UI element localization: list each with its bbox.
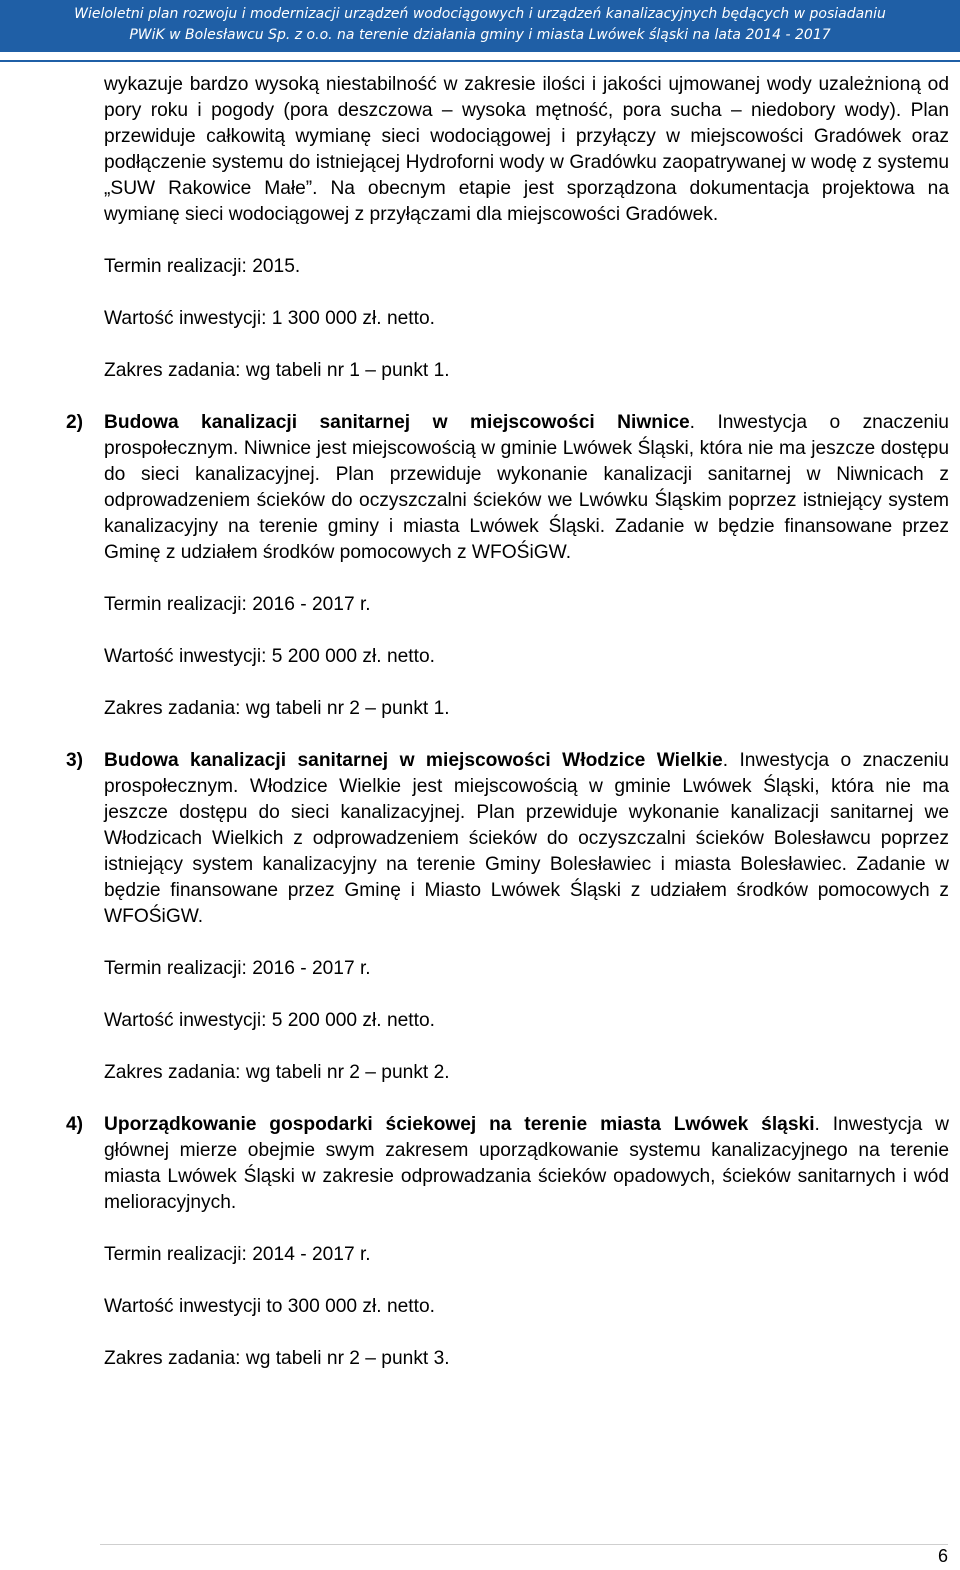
item-title: Budowa kanalizacji sanitarnej w miejscowości Włodzice Wielkie [104, 750, 723, 771]
item-4-wartosc: Wartość inwestycji to 300 000 zł. netto. [104, 1296, 435, 1317]
footer-rule [100, 1544, 948, 1545]
item-body: . Inwestycja w głównej mierze obejmie swym zakresem uporządkowanie systemu kanalizacyjnego na terenie miasta Lwówek Śląski w zakresie odprowadzania ścieków opadowych, ścieków sanitarnych i wód melioracyjnych. [104, 1114, 949, 1213]
item-number: 2) [66, 412, 84, 433]
intro-paragraph: wykazuje bardzo wysoką niestabilność w zakresie ilości i jakości ujmowanej wody uzależnioną od pory roku i pogody (pora deszczowa – wysoka mętność, pora sucha – niedobory wody). Plan przewiduje całkowitą wymianę sieci wodociągowej i przyłączy w miejscowości Gradówek oraz podłączenie systemu do istniejącej Hydroforni wody w Gradówku zaopatrywanej w wodę z systemu „SUW Rakowice Małe”. Na obecnym etapie jest sporządzona dokumentacja projektowa na wymianę sieci wodociągowej z przyłączami dla miejscowości Gradówek. [104, 74, 949, 225]
intro-wartosc: Wartość inwestycji: 1 300 000 zł. netto. [104, 308, 435, 329]
item-2 [66, 410, 949, 566]
document-body [66, 72, 949, 1372]
header-rule [0, 60, 960, 62]
page-number: 6 [937, 1546, 948, 1566]
document-header [0, 0, 960, 52]
item-4 [66, 1112, 949, 1216]
item-number: 4) [66, 1114, 84, 1135]
item-number: 3) [66, 750, 84, 771]
item-4-zakres: Zakres zadania: wg tabeli nr 2 – punkt 3. [104, 1348, 450, 1369]
item-2-zakres: Zakres zadania: wg tabeli nr 2 – punkt 1. [104, 698, 450, 719]
header-line-1: Wieloletni plan rozwoju i modernizacji urządzeń wodociągowych i urządzeń kanalizacyjnych będących w posiadaniu [74, 6, 886, 22]
intro-zakres: Zakres zadania: wg tabeli nr 1 – punkt 1. [104, 360, 450, 381]
item-2-termin: Termin realizacji: 2016 - 2017 r. [104, 594, 371, 615]
item-3 [66, 748, 949, 930]
intro-termin: Termin realizacji: 2015. [104, 256, 301, 277]
item-title: Uporządkowanie gospodarki ściekowej na terenie miasta Lwówek śląski [104, 1114, 815, 1135]
item-4-termin: Termin realizacji: 2014 - 2017 r. [104, 1244, 371, 1265]
header-line-2: PWiK w Bolesławcu Sp. z o.o. na terenie działania gminy i miasta Lwówek śląski na lata 2014 - 2017 [129, 27, 831, 43]
item-body: . Inwestycja o znaczeniu prospołecznym. Włodzice Wielkie jest miejscowością w gminie Lwówek Śląski, która nie ma jeszcze dostępu do sieci kanalizacyjnej. Plan przewiduje wykonanie kanalizacji sanitarnej we Włodzicach Wielkich z odprowadzeniem ścieków do oczyszczalni ścieków Bolesławcu poprzez istniejący system kanalizacyjny na terenie Gminy Bolesławiec i miasta Bolesławiec. Zadanie w będzie finansowane przez Gminę i Miasto Lwówek Śląski z udziałem środków pomocowych z WFOŚiGW. [104, 750, 949, 927]
item-3-zakres: Zakres zadania: wg tabeli nr 2 – punkt 2. [104, 1062, 450, 1083]
item-2-wartosc: Wartość inwestycji: 5 200 000 zł. netto. [104, 646, 435, 667]
item-3-wartosc: Wartość inwestycji: 5 200 000 zł. netto. [104, 1010, 435, 1031]
item-3-termin: Termin realizacji: 2016 - 2017 r. [104, 958, 371, 979]
item-title: Budowa kanalizacji sanitarnej w miejscowości Niwnice [104, 412, 690, 433]
item-body: . Inwestycja o znaczeniu prospołecznym. Niwnice jest miejscowością w gminie Lwówek Śląski, która nie ma jeszcze dostępu do sieci kanalizacyjnej. Plan przewiduje wykonanie kanalizacji sanitarnej w Niwnicach z odprowadzeniem ścieków do oczyszczalni ścieków we Lwówku Śląskim poprzez istniejący system kanalizacyjny na terenie gminy i miasta Lwówek Śląski. Zadanie w będzie finansowane przez Gminę z udziałem środków pomocowych z WFOŚiGW. [104, 412, 949, 563]
